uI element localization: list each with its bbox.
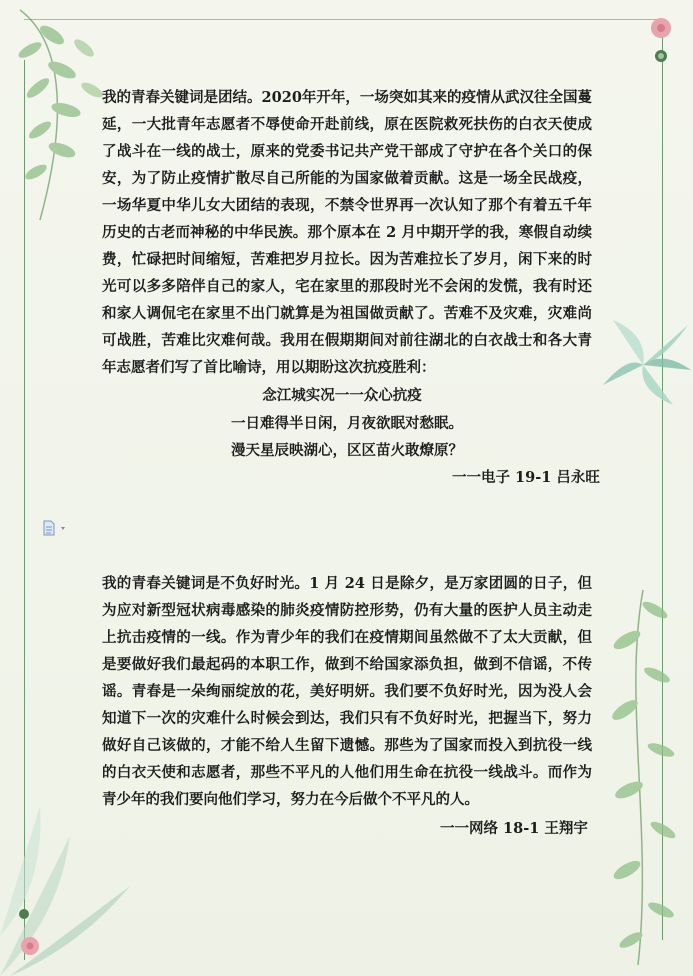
- top-border-line: [24, 19, 664, 20]
- poem-line-2: 漫天星辰映湖心，区区苗火敢燎原？: [231, 442, 463, 459]
- leaf-decoration-bottom-right: [583, 580, 693, 970]
- poem-line-1: 一日难得半日闲，月夜欲眠对愁眠。: [231, 415, 463, 432]
- essay-2-body: 我的青春关键词是不负好时光。1 月 24 日是除夕，是万家团圆的日子，但为应对新型冠状病毒感染的肺炎疫情防控形势，仍有大量的医护人员主动走上抗击疫情的一线。作为青少年的我们在疫情期间虽然做不了太大贡献，但是要做好我们最起码的本职工作，做到不给国家添负担，做到不信谣，不传谣。青春是一朵绚丽绽放的花，美好明妍。我们要不负好时光，因为没人会知道下一次的灾难什么时候会到达，我们只有不负好时光，把握当下，努力做好自己该做的，才能不给人生留下遗憾。那些为了国家而投入到抗役一线的白衣天使和志愿者，那些不平凡的人他们用生命在抗役一线战斗。而作为青少年的我们要向他们学习，努力在今后做个不平凡的人。: [102, 575, 592, 808]
- essay-1-signature: 一一电子 19-1 吕永旺: [452, 469, 600, 486]
- essay-1-body: 我的青春关键词是团结。2020年开年，一场突如其来的疫情从武汉往全国蔓延，一大批青年志愿者不辱使命开赴前线，原在医院救死扶伤的白衣天使成了战斗在一线的战士，原来的党委书记共产党干部成了守护在各个关口的保安，为了防止疫情扩散尽自己所能的为国家做着贡献。这是一场全民战疫，一场华夏中华儿女大团结的表现，不禁令世界再一次认知了那个有着五千年历史的古老而神秘的中华民族。那个原本在 2 月中期开学的我，寒假自动续费，忙碌把时间缩短，苦难把岁月拉长。因为苦难拉长了岁月，闲下来的时光可以多多陪伴自己的家人，宅在家里的那段时光不会闲的发慌，我有时还和家人调侃宅在家里不出门就算是为祖国做贡献了。苦难不及灾难，灾难尚可战胜，苦难比灾难何哉。我用在假期期间对前往湖北的白衣战士和各大青年志愿者们写了首比喻诗，用以期盼这次抗疫胜利：: [102, 89, 592, 376]
- pink-flower-top-right: [645, 12, 685, 82]
- poem-title: 念江城实况一一众心抗疫: [262, 387, 422, 404]
- leaf-decoration-right: [593, 305, 693, 425]
- essay-2-signature: 一一网络 18-1 王翔宇: [440, 820, 588, 837]
- document-icon[interactable]: [42, 520, 68, 540]
- leaf-decoration-bottom-left: [0, 796, 160, 976]
